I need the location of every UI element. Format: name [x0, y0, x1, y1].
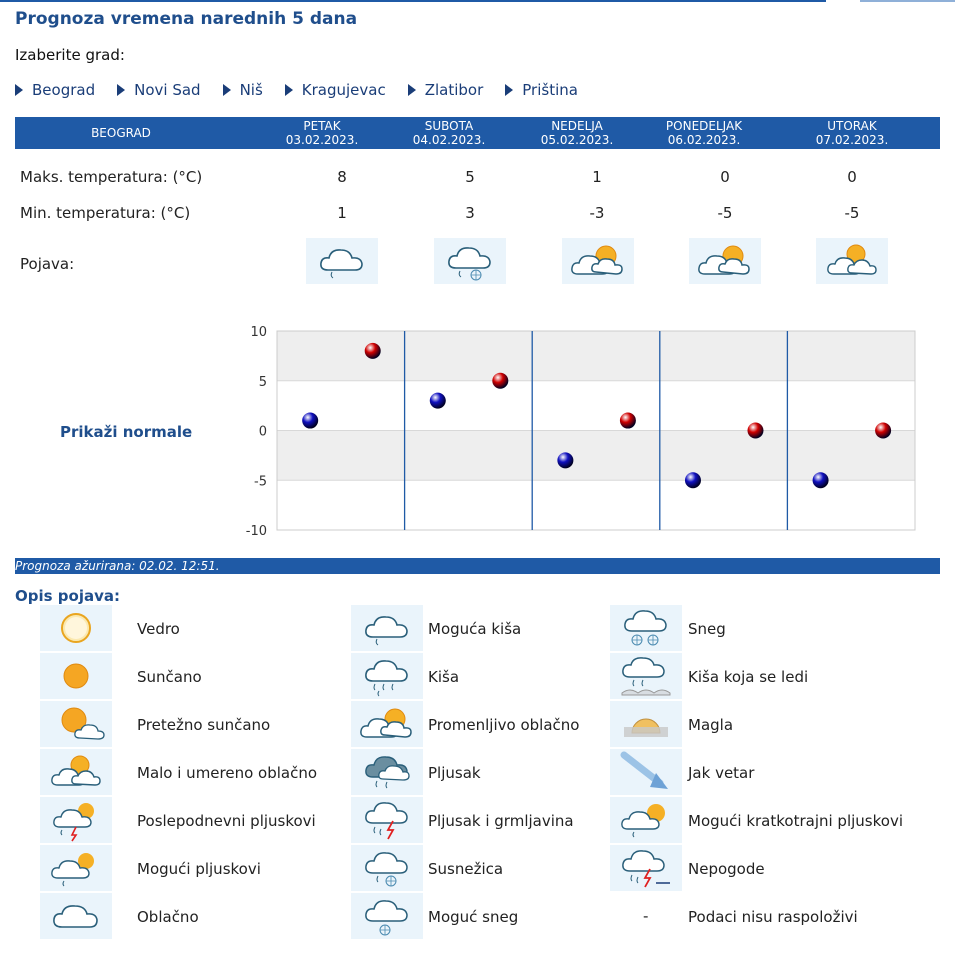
susnezica-icon — [351, 845, 423, 891]
max-temp-value: 8 — [337, 168, 347, 186]
min-temp-value: -5 — [717, 204, 733, 222]
moguci-pljuskovi-icon — [40, 845, 112, 891]
arrow-right-icon — [15, 84, 23, 96]
legend-label: Sunčano — [137, 668, 202, 686]
arrow-right-icon — [117, 84, 125, 96]
city-link-beograd[interactable]: Beograd — [15, 81, 95, 99]
update-text: Prognoza ažurirana: 02.02. 12:51. — [15, 559, 220, 573]
pljusak-icon — [351, 749, 423, 795]
moguc-sneg-icon — [351, 893, 423, 939]
pljusak-grmljavina-icon — [351, 797, 423, 843]
min-temp-label: Min. temperatura: (°C) — [20, 204, 191, 222]
header-day: PETAK 03.02.2023. — [285, 119, 359, 147]
kisa-icon — [351, 653, 423, 699]
max-temp-value: 0 — [847, 168, 857, 186]
top-line-right — [860, 0, 955, 2]
select-city-label: Izaberite grad: — [15, 46, 125, 64]
forecast-header — [15, 117, 940, 149]
update-bar — [15, 558, 940, 574]
promenljivo-oblacno-icon — [562, 238, 634, 284]
legend-label: Jak vetar — [688, 764, 755, 782]
promenljivo-oblacno-icon — [689, 238, 761, 284]
city-link-zlatibor[interactable]: Zlatibor — [408, 81, 484, 99]
moguca-kisa-icon — [351, 605, 423, 651]
promenljivo-oblacno-icon — [351, 701, 423, 747]
city-list — [15, 81, 600, 99]
min-temp-value: -5 — [844, 204, 860, 222]
city-link-pristina[interactable]: Priština — [505, 81, 578, 99]
legend-label: Sneg — [688, 620, 726, 638]
legend-title: Opis pojava: — [15, 587, 120, 605]
arrow-right-icon — [408, 84, 416, 96]
min-temp-point — [685, 472, 701, 488]
max-temp-point — [875, 423, 891, 439]
legend-label: Vedro — [137, 620, 180, 638]
min-temp-point — [557, 452, 573, 468]
min-temp-point — [302, 413, 318, 429]
header-day: PONEDELJAK 06.02.2023. — [665, 119, 743, 147]
temperature-chart — [240, 320, 930, 550]
min-temp-value: 1 — [337, 204, 347, 222]
moguca-susnezica-icon — [434, 238, 506, 284]
pojava-label: Pojava: — [20, 255, 75, 273]
max-temp-value: 5 — [465, 168, 475, 186]
top-line — [0, 0, 826, 2]
city-link-novi-sad[interactable]: Novi Sad — [117, 81, 200, 99]
max-temp-point — [748, 423, 764, 439]
chart-tick-label: -10 — [245, 524, 267, 539]
oblacno-icon — [40, 893, 112, 939]
legend-label: Podaci nisu raspoloživi — [688, 908, 858, 926]
legend-label: Pretežno sunčano — [137, 716, 271, 734]
header-day: UTORAK 07.02.2023. — [815, 119, 889, 147]
malo-oblacno-icon — [40, 749, 112, 795]
vedro-icon — [40, 605, 112, 651]
nepogode-icon — [610, 845, 682, 891]
header-day: NEDELJA 05.02.2023. — [540, 119, 614, 147]
arrow-right-icon — [223, 84, 231, 96]
page-title: Prognoza vremena narednih 5 dana — [15, 9, 358, 29]
min-temp-value: -3 — [589, 204, 605, 222]
suncano-icon — [40, 653, 112, 699]
sneg-icon — [610, 605, 682, 651]
legend-label: Promenljivo oblačno — [428, 716, 580, 734]
min-temp-point — [430, 393, 446, 409]
moguca-kisa-icon — [306, 238, 378, 284]
ledena-kisa-icon — [610, 653, 682, 699]
poslepodnevni-pljuskovi-icon — [40, 797, 112, 843]
max-temp-label: Maks. temperatura: (°C) — [20, 168, 203, 186]
min-temp-value: 3 — [465, 204, 475, 222]
header-day: SUBOTA 04.02.2023. — [412, 119, 486, 147]
chart-tick-label: -5 — [254, 474, 267, 490]
legend-label: Oblačno — [137, 908, 199, 926]
city-link-kragujevac[interactable]: Kragujevac — [285, 81, 386, 99]
magla-icon — [610, 701, 682, 747]
chart-tick-label: 0 — [258, 424, 267, 440]
no-data-symbol: - — [643, 907, 649, 925]
max-temp-point — [365, 343, 381, 359]
city-link-nis[interactable]: Niš — [223, 81, 263, 99]
show-normals-link[interactable]: Prikaži normale — [60, 423, 193, 441]
legend-label: Magla — [688, 716, 734, 734]
legend-label: Kiša koja se ledi — [688, 668, 809, 686]
min-temp-point — [813, 472, 829, 488]
legend-label: Poslepodnevni pljuskovi — [137, 812, 316, 830]
max-temp-value: 1 — [592, 168, 602, 186]
legend-label: Malo i umereno oblačno — [137, 764, 318, 782]
legend-label: Nepogode — [688, 860, 765, 878]
legend-label: Pljusak — [428, 764, 481, 782]
legend-label: Kiša — [428, 668, 460, 686]
legend-label: Moguć sneg — [428, 908, 519, 926]
max-temp-point — [492, 373, 508, 389]
header-city: BEOGRAD — [91, 126, 151, 140]
legend-label: Susnežica — [428, 860, 504, 878]
chart-tick-label: 10 — [250, 325, 267, 340]
legend-label: Pljusak i grmljavina — [428, 812, 574, 830]
kratkotrajni-pljuskovi-icon — [610, 797, 682, 843]
legend-label: Mogući pljuskovi — [137, 860, 261, 878]
chart-tick-label: 5 — [258, 374, 267, 390]
arrow-right-icon — [285, 84, 293, 96]
legend-label: Mogući kratkotrajni pljuskovi — [688, 812, 903, 830]
jak-vetar-icon — [610, 749, 682, 795]
legend-label: Moguća kiša — [428, 620, 522, 638]
malo-oblacno-icon — [816, 238, 888, 284]
pretezno-suncano-icon — [40, 701, 112, 747]
max-temp-value: 0 — [720, 168, 730, 186]
arrow-right-icon — [505, 84, 513, 96]
max-temp-point — [620, 413, 636, 429]
